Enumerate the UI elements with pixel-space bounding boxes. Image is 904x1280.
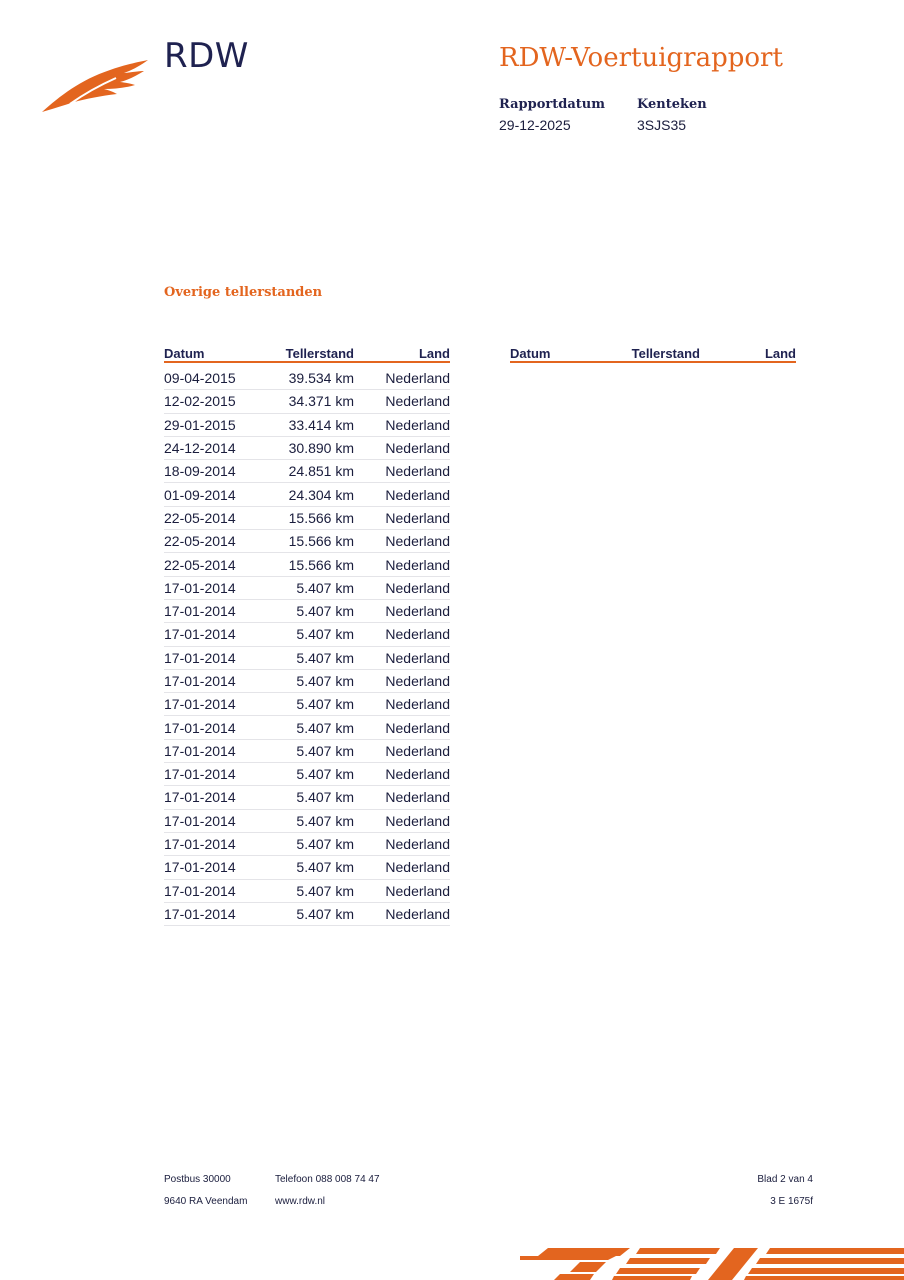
table-header — [164, 344, 450, 363]
cell-date: 17-01-2014 — [164, 789, 236, 806]
cell-country: Nederland — [385, 579, 450, 596]
table-row — [164, 483, 450, 506]
report-title: RDW-Voertuigrapport — [499, 43, 783, 73]
cell-date: 22-05-2014 — [164, 509, 236, 526]
col-header-date: Datum — [164, 346, 205, 361]
cell-country: Nederland — [385, 603, 450, 620]
cell-country: Nederland — [385, 719, 450, 736]
cell-country: Nederland — [385, 696, 450, 713]
cell-country: Nederland — [385, 393, 450, 410]
cell-odometer: 30.890 km — [288, 440, 354, 457]
cell-odometer: 5.407 km — [296, 603, 354, 620]
cell-date: 17-01-2014 — [164, 603, 236, 620]
table-row — [164, 414, 450, 437]
cell-odometer: 5.407 km — [296, 905, 354, 922]
table-header — [510, 344, 796, 363]
table-row — [164, 903, 450, 926]
table-row — [164, 880, 450, 903]
cell-country: Nederland — [385, 766, 450, 783]
report-date-label: Rapportdatum — [499, 97, 605, 112]
cell-country: Nederland — [385, 509, 450, 526]
col-header-date: Datum — [510, 346, 551, 361]
cell-country: Nederland — [385, 370, 450, 387]
cell-date: 09-04-2015 — [164, 370, 236, 387]
cell-country: Nederland — [385, 905, 450, 922]
table-row — [164, 856, 450, 879]
report-date-value: 29-12-2025 — [499, 117, 571, 133]
cell-country: Nederland — [385, 416, 450, 433]
cell-odometer: 5.407 km — [296, 742, 354, 759]
table-row — [164, 460, 450, 483]
table-body — [164, 367, 450, 926]
table-row — [164, 390, 450, 413]
cell-country: Nederland — [385, 533, 450, 550]
odometer-table-left — [164, 344, 450, 926]
rdw-stripes-decoration — [520, 1244, 904, 1280]
col-header-odometer: Tellerstand — [631, 346, 700, 361]
table-row — [164, 367, 450, 390]
table-row — [164, 530, 450, 553]
cell-odometer: 5.407 km — [296, 626, 354, 643]
logo-text: RDW — [164, 36, 249, 76]
cell-country: Nederland — [385, 812, 450, 829]
cell-country: Nederland — [385, 673, 450, 689]
cell-country: Nederland — [385, 556, 450, 573]
cell-date: 17-01-2014 — [164, 579, 236, 596]
table-row — [164, 577, 450, 600]
cell-date: 22-05-2014 — [164, 533, 236, 550]
cell-country: Nederland — [385, 649, 450, 666]
cell-country: Nederland — [385, 486, 450, 503]
cell-country: Nederland — [385, 463, 450, 480]
cell-date: 17-01-2014 — [164, 719, 236, 736]
license-plate-value: 3SJS35 — [637, 117, 687, 133]
rdw-logo-icon — [40, 56, 150, 116]
cell-odometer: 5.407 km — [296, 859, 354, 876]
table-row — [164, 600, 450, 623]
cell-date: 17-01-2014 — [164, 766, 236, 783]
col-header-country: Land — [764, 346, 796, 361]
footer-website[interactable]: www.rdw.nl — [275, 1196, 326, 1207]
cell-odometer: 33.414 km — [288, 416, 354, 433]
footer-phone: Telefoon 088 008 74 47 — [275, 1174, 380, 1185]
cell-country: Nederland — [385, 626, 450, 643]
cell-date: 17-01-2014 — [164, 859, 236, 876]
footer-document-code: 3 E 1675f — [770, 1196, 813, 1207]
cell-date: 18-09-2014 — [164, 463, 236, 480]
cell-date: 24-12-2014 — [164, 440, 236, 457]
cell-country: Nederland — [385, 859, 450, 876]
table-row — [164, 693, 450, 716]
cell-date: 17-01-2014 — [164, 812, 236, 829]
footer-postbus: Postbus 30000 — [164, 1174, 231, 1185]
table-row — [164, 623, 450, 646]
col-header-country: Land — [418, 346, 450, 361]
cell-odometer: 5.407 km — [296, 836, 354, 853]
cell-odometer: 5.407 km — [296, 882, 354, 899]
cell-odometer: 5.407 km — [296, 766, 354, 783]
table-row — [164, 437, 450, 460]
cell-odometer: 24.304 km — [288, 486, 354, 503]
cell-country: Nederland — [385, 789, 450, 806]
cell-country: Nederland — [385, 742, 450, 759]
cell-date: 17-01-2014 — [164, 626, 236, 643]
cell-country: Nederland — [385, 882, 450, 899]
cell-date: 17-01-2014 — [164, 905, 236, 922]
license-plate-block — [637, 97, 707, 133]
cell-date: 29-01-2015 — [164, 416, 236, 433]
table-row — [164, 716, 450, 739]
cell-odometer: 15.566 km — [288, 509, 354, 526]
cell-odometer: 5.407 km — [296, 649, 354, 666]
cell-country: Nederland — [385, 440, 450, 457]
odometer-table-right — [510, 344, 796, 363]
table-row — [164, 553, 450, 576]
cell-odometer: 15.566 km — [288, 556, 354, 573]
cell-odometer: 5.407 km — [296, 696, 354, 713]
footer-address: 9640 RA Veendam — [164, 1196, 248, 1207]
cell-date: 22-05-2014 — [164, 556, 236, 573]
cell-odometer: 5.407 km — [296, 719, 354, 736]
section-title: Overige tellerstanden — [164, 285, 323, 300]
cell-date: 17-01-2014 — [164, 696, 236, 713]
cell-odometer: 34.371 km — [288, 393, 354, 410]
table-row — [164, 763, 450, 786]
table-row — [164, 670, 450, 693]
col-header-odometer: Tellerstand — [285, 346, 354, 361]
cell-odometer: 39.534 km — [288, 370, 354, 387]
table-row — [164, 833, 450, 856]
table-row — [164, 786, 450, 809]
cell-date: 12-02-2015 — [164, 393, 236, 410]
table-row — [164, 810, 450, 833]
report-date-block — [499, 97, 605, 133]
cell-odometer: 5.407 km — [296, 789, 354, 806]
cell-odometer: 5.407 km — [296, 673, 354, 689]
table-row — [164, 507, 450, 530]
cell-date: 17-01-2014 — [164, 882, 236, 899]
cell-odometer: 5.407 km — [296, 579, 354, 596]
cell-odometer: 5.407 km — [296, 812, 354, 829]
footer-page-number: Blad 2 van 4 — [757, 1174, 813, 1185]
cell-odometer: 15.566 km — [288, 533, 354, 550]
cell-date: 17-01-2014 — [164, 836, 236, 853]
table-row — [164, 740, 450, 763]
cell-date: 01-09-2014 — [164, 486, 236, 503]
cell-odometer: 24.851 km — [288, 463, 354, 480]
table-row — [164, 647, 450, 670]
cell-date: 17-01-2014 — [164, 742, 236, 759]
license-plate-label: Kenteken — [637, 97, 707, 112]
cell-date: 17-01-2014 — [164, 649, 236, 666]
cell-date: 17-01-2014 — [164, 673, 236, 689]
cell-country: Nederland — [385, 836, 450, 853]
